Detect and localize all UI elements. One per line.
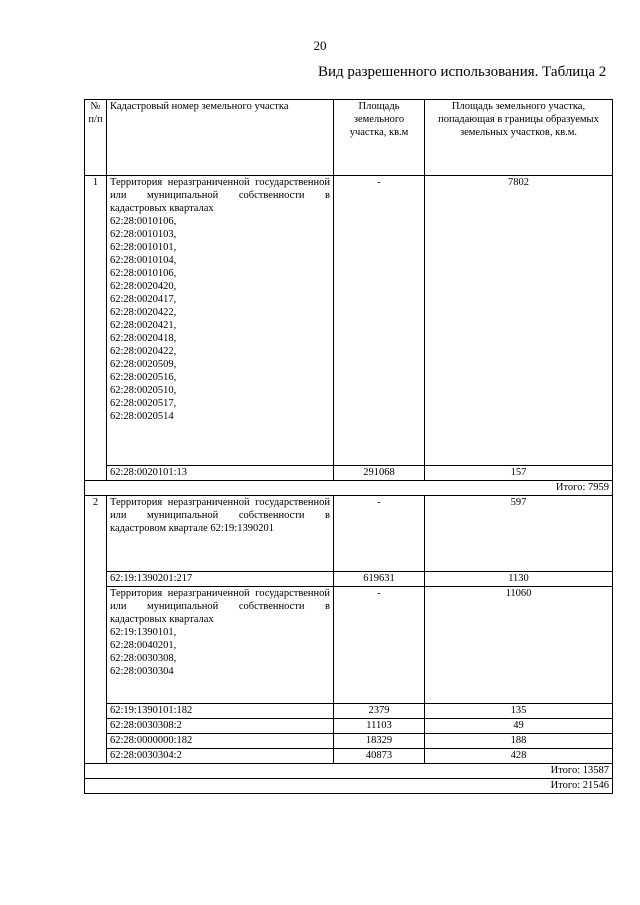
subtotal: Итого: 7959 <box>85 481 613 496</box>
table-title: Вид разрешенного использования. Таблица 2 <box>318 64 607 80</box>
quarter-item: 62:28:0020420, <box>110 281 177 292</box>
table-row <box>85 466 613 481</box>
header-cadastral-number: Кадастровый номер земельного участка <box>107 100 334 176</box>
cadastral-number-cell: 62:19:1390201:217 <box>107 572 334 587</box>
quarter-item: 62:28:0020422, <box>110 307 177 318</box>
quarter-item: 62:28:0010103, <box>110 229 177 240</box>
subtotal-row <box>85 764 613 779</box>
header-area: Площадь земельного участка, кв.м <box>334 100 425 176</box>
grand-total: Итого: 21546 <box>85 779 613 794</box>
cadastral-number-cell: 62:19:1390101:182 <box>107 704 334 719</box>
subtotal: Итого: 13587 <box>85 764 613 779</box>
subtotal-row <box>85 481 613 496</box>
table-row <box>85 572 613 587</box>
quarter-item: 62:28:0030304 <box>110 666 174 677</box>
area-within-cell: 49 <box>425 719 613 734</box>
quarter-item: 62:28:0020509, <box>110 359 177 370</box>
area-within-cell: 11060 <box>425 587 613 704</box>
territory-cell <box>107 587 334 704</box>
quarter-item: 62:28:0030308, <box>110 653 177 664</box>
quarter-item: 62:19:1390101, <box>110 627 177 638</box>
quarter-item: 62:28:0020510, <box>110 385 177 396</box>
quarter-list <box>110 626 330 678</box>
area-within-cell: 188 <box>425 734 613 749</box>
cadastral-number-cell: 62:28:0030304:2 <box>107 749 334 764</box>
table-row <box>85 719 613 734</box>
area-cell: - <box>334 496 425 572</box>
territory-description: Территория неразграниченной государственной или муниципальной собственности в кадастровом квартале 62:19:1390201 <box>107 496 334 572</box>
quarter-item: 62:28:0010106, <box>110 216 177 227</box>
area-cell: 11103 <box>334 719 425 734</box>
territory-cell <box>107 176 334 466</box>
table-row <box>85 734 613 749</box>
header-num: № п/п <box>85 100 107 176</box>
header-area-within: Площадь земельного участка, попадающая в границы образуемых земельных участков, кв.м. <box>425 100 613 176</box>
quarter-item: 62:28:0020422, <box>110 346 177 357</box>
row-number: 1 <box>85 176 107 481</box>
area-cell: 2379 <box>334 704 425 719</box>
cadastral-number-cell: 62:28:0000000:182 <box>107 734 334 749</box>
table-row <box>85 176 613 466</box>
area-cell: 40873 <box>334 749 425 764</box>
quarter-item: 62:28:0020514 <box>110 411 174 422</box>
quarter-item: 62:28:0020516, <box>110 372 177 383</box>
table-header-row <box>85 100 613 176</box>
area-cell: 619631 <box>334 572 425 587</box>
quarter-item: 62:28:0020421, <box>110 320 177 331</box>
page-number: 20 <box>313 38 327 53</box>
area-within-cell: 135 <box>425 704 613 719</box>
quarter-item: 62:28:0020517, <box>110 398 177 409</box>
quarter-item: 62:28:0020417, <box>110 294 177 305</box>
quarter-item: 62:28:0010104, <box>110 255 177 266</box>
area-within-cell: 1130 <box>425 572 613 587</box>
quarter-item: 62:28:0040201, <box>110 640 177 651</box>
area-within-cell: 157 <box>425 466 613 481</box>
area-cell: - <box>334 587 425 704</box>
grand-total-row <box>85 779 613 794</box>
quarter-item: 62:28:0010101, <box>110 242 177 253</box>
area-cell: 291068 <box>334 466 425 481</box>
table-row <box>85 749 613 764</box>
quarter-item: 62:28:0020418, <box>110 333 177 344</box>
table-row <box>85 704 613 719</box>
territory-description: Территория неразграниченной государственной или муниципальной собственности в кадастровых кварталах <box>110 588 330 625</box>
land-plots-table <box>84 99 613 794</box>
table-row <box>85 587 613 704</box>
cadastral-number-cell: 62:28:0030308:2 <box>107 719 334 734</box>
area-within-cell: 428 <box>425 749 613 764</box>
cadastral-number-cell: 62:28:0020101:13 <box>107 466 334 481</box>
area-cell: - <box>334 176 425 466</box>
row-number: 2 <box>85 496 107 572</box>
area-within-cell: 597 <box>425 496 613 572</box>
table-row <box>85 496 613 572</box>
quarter-item: 62:28:0010106, <box>110 268 177 279</box>
area-within-cell: 7802 <box>425 176 613 466</box>
quarter-list <box>110 215 330 423</box>
territory-description: Территория неразграниченной государственной или муниципальной собственности в кадастровых кварталах <box>110 177 330 214</box>
area-cell: 18329 <box>334 734 425 749</box>
